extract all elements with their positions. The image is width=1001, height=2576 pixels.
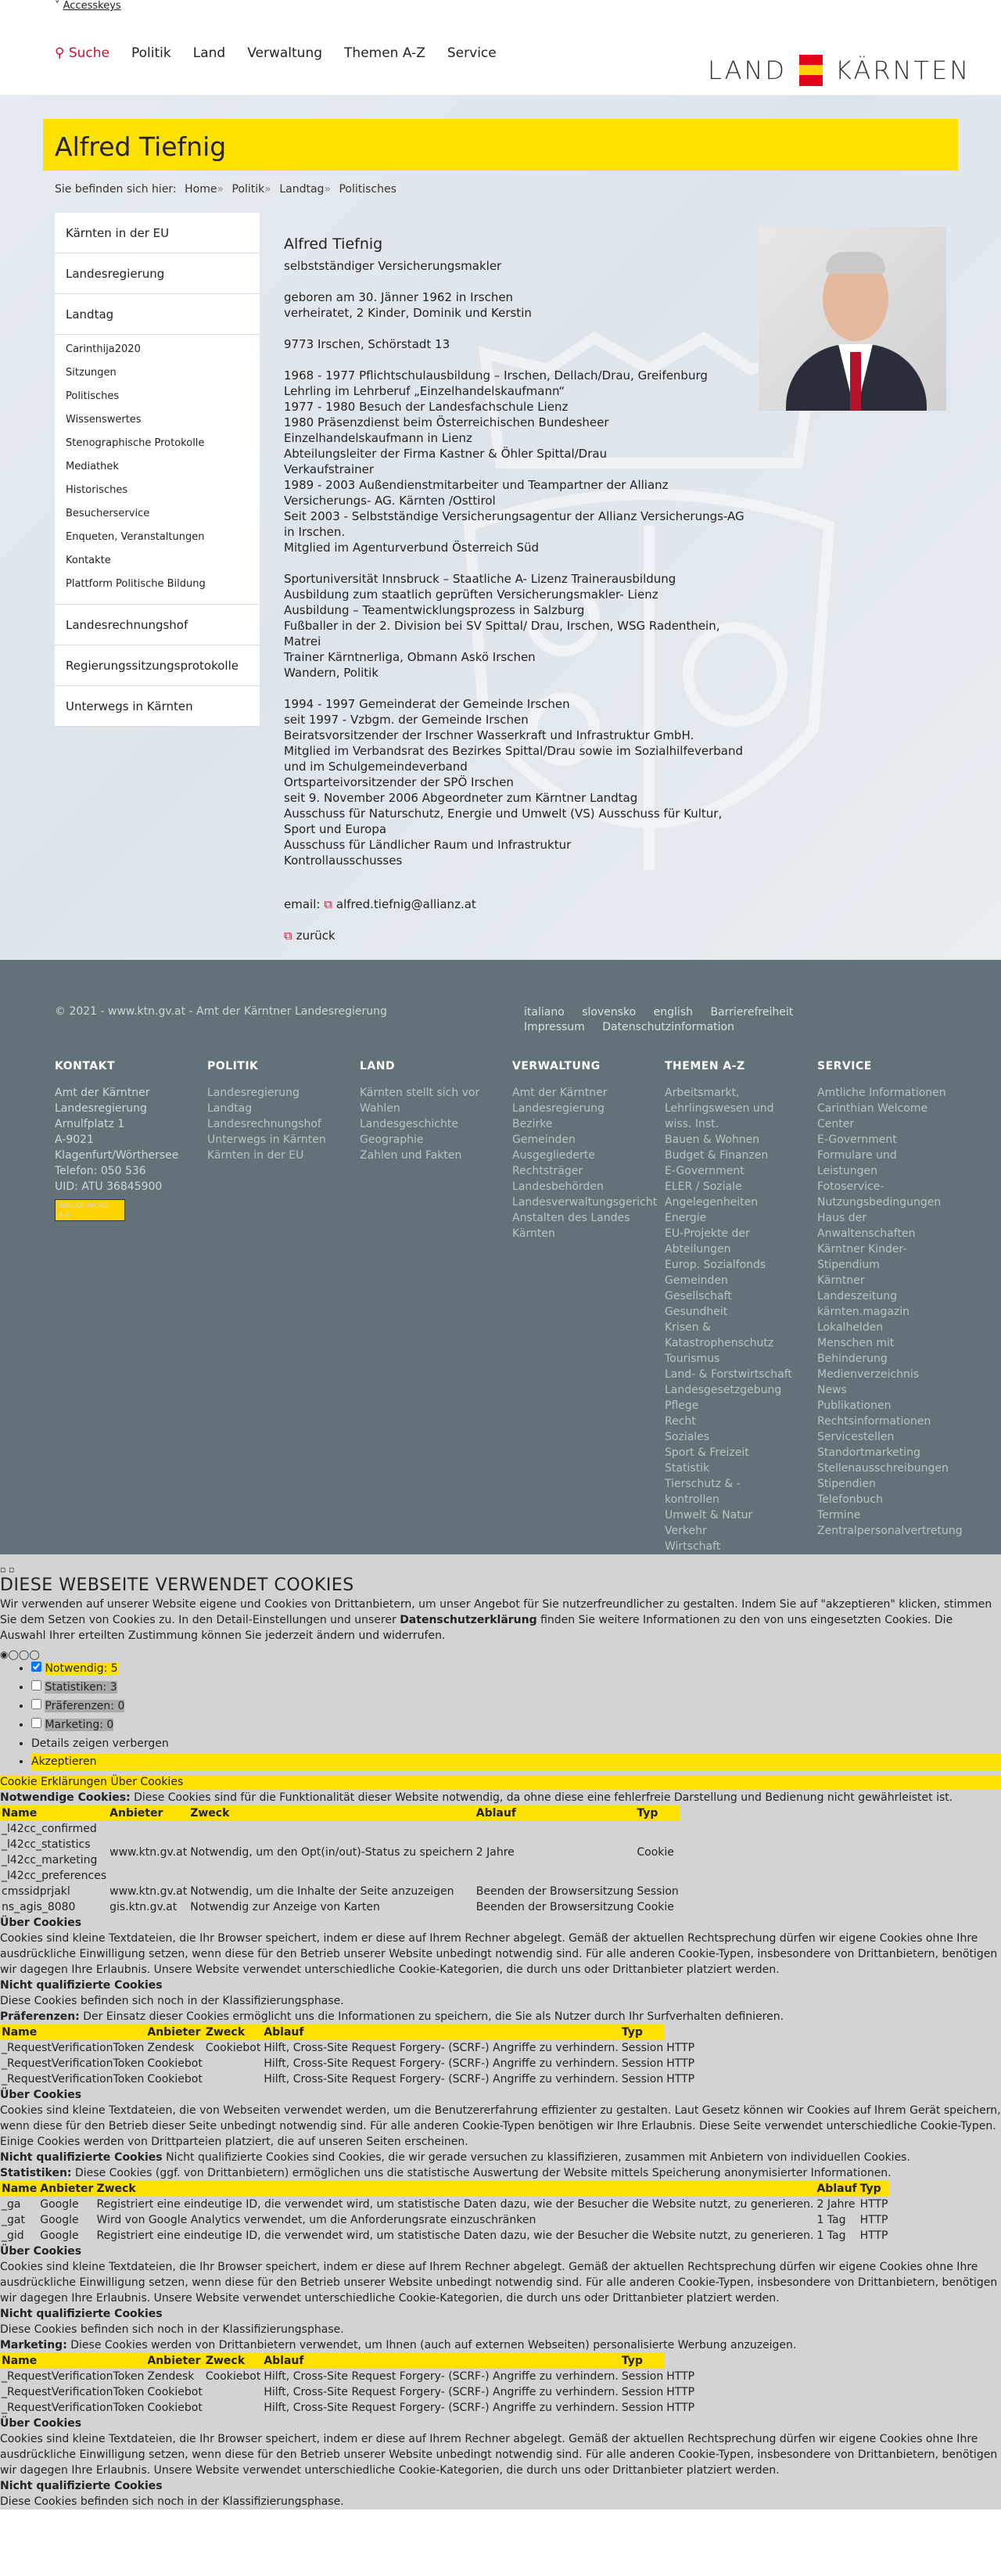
statistics-cookie-table xyxy=(0,2181,889,2244)
footer-politik-link[interactable]: Landesregierung xyxy=(207,1087,300,1099)
footer-themen-link[interactable]: Recht xyxy=(665,1415,696,1428)
footer-themen-link[interactable]: Pflege xyxy=(665,1399,699,1412)
footer-themen-link[interactable]: Landesgesetzgebung xyxy=(665,1384,782,1396)
footer-service-link[interactable]: E-Government xyxy=(817,1134,897,1146)
table-cell: _RequestVerificationToken xyxy=(2,2057,145,2070)
table-cell: Cookiebot xyxy=(147,2073,203,2086)
marketing-cookie-table xyxy=(0,2353,696,2416)
site-logo[interactable] xyxy=(708,55,971,86)
footer-verwaltung-link[interactable]: Kärnten xyxy=(512,1227,555,1240)
footer-service-link[interactable]: Leistungen xyxy=(817,1165,877,1177)
sidebar-sub-item[interactable]: Kontakte xyxy=(66,555,111,566)
table-cell: Hilft, Cross-Site Request Forgery- (SCRF-) Angriffe zu verhindern. xyxy=(264,2402,619,2414)
table-cell: Cookie xyxy=(637,1901,674,1913)
footer-service: SERVICE Amtliche Informationen Carinthian Welcome Center E-Government Formulare und Leistungen Fotoservice- Nutzungsbedingungen Haus der Anwaltenschaften Kärntner Kinder- Stipendium Kärntner Landeszeitung kärnten.magazin Lokalhelden Menschen mit Behinderung Medienverzeichnis News Publikationen Rechtsinformationen Servicestellen Standortmarketing Stellenausschreibungen Stipendien Telefonbuch Termine Zentralpersonalvertretung xyxy=(817,1060,963,1537)
footer-links xyxy=(524,1005,852,1035)
footer-themen-link[interactable]: Sport & Freizeit xyxy=(665,1446,749,1459)
footer-themen-link[interactable]: Umwelt & Natur xyxy=(665,1509,753,1522)
footer-service-link[interactable]: Formulare und xyxy=(817,1149,897,1162)
close-icon[interactable]: ▫ ▫ xyxy=(0,1565,15,1575)
footer-kontakt-line: Landesregierung xyxy=(55,1102,147,1115)
table-cell: HTTP xyxy=(666,2057,695,2070)
footer-themen-link[interactable]: Gesellschaft xyxy=(665,1290,732,1302)
breadcrumb-politik[interactable]: Politik xyxy=(231,183,265,196)
footer-themen-link[interactable]: Gemeinden xyxy=(665,1274,728,1287)
table-cell: Cookiebot xyxy=(205,2370,261,2383)
footer-service-link[interactable]: News xyxy=(817,1384,847,1396)
sidebar-item-landtag[interactable]: Landtag xyxy=(55,294,260,335)
page-title: Alfred Tiefnig xyxy=(43,119,958,171)
footer-link[interactable]: italiano xyxy=(524,1006,565,1019)
footer-link[interactable]: slovensko xyxy=(582,1006,637,1019)
table-cell: Google xyxy=(40,2214,79,2226)
table-header: Zweck xyxy=(95,2181,815,2197)
table-row xyxy=(0,1884,680,1899)
footer-politik-link[interactable]: Landesrechnungshof xyxy=(207,1118,321,1130)
footer-land: LAND Kärnten stellt sich vor Wahlen Landesgeschichte Geographie Zahlen und Fakten xyxy=(360,1058,500,1163)
table-header: Anbieter xyxy=(108,1805,188,1821)
sidebar-sub-item[interactable]: Politisches xyxy=(66,390,120,402)
sidebar-item-landesregierung[interactable]: Landesregierung xyxy=(55,253,260,294)
table-cell: Hilft, Cross-Site Request Forgery- (SCRF-) Angriffe zu verhindern. xyxy=(264,2370,619,2383)
table-cell: cmssidprjakl xyxy=(2,1885,70,1898)
footer-themen-link[interactable]: Gesundheit xyxy=(665,1306,728,1318)
person-address: 9773 Irschen, Schörstadt 13 xyxy=(284,337,450,351)
sidebar-sub-item[interactable]: Plattform Politische Bildung xyxy=(66,578,206,590)
sidebar xyxy=(55,213,260,727)
sidebar-sub-item[interactable]: Mediathek xyxy=(66,461,119,472)
table-cell: HTTP xyxy=(666,2042,695,2054)
footer-verwaltung-link[interactable]: Amt der Kärntner xyxy=(512,1087,608,1099)
cookie-options: • Notwendig: 5 • Statistiken: 3 • Präferenzen: 0 • Marketing: 0 • Details zeigen verbergen • Akzeptieren xyxy=(0,1659,1001,1770)
footer-themen-link[interactable]: Lehrlingswesen und xyxy=(665,1102,774,1115)
sidebar-sub-item[interactable]: Besucherservice xyxy=(66,508,150,519)
table-cell: HTTP xyxy=(859,2198,888,2211)
sidebar-submenu xyxy=(55,335,260,605)
footer-themen: THEMEN A-Z Arbeitsmarkt, Lehrlingswesen und wiss. Inst. Bauen & Wohnen Budget & Finanzen E-Government ELER / Soziale Angelegenheiten Energie EU-Projekte der Abteilungen Europ. Sozialfonds Gemeinden Gesellschaft Gesundheit Krisen & Katastrophenschutz Tourismus Land- & Forstwirtschaft Landesgesetzgebung Pflege Recht Soziales Sport & Freizeit Statistik Tierschutz & - kontrollen Umwelt & Natur Verkehr Wirtschaft xyxy=(665,1058,805,1554)
breadcrumb-landtag[interactable]: Landtag xyxy=(279,183,325,196)
table-cell: _gid xyxy=(2,2229,24,2242)
table-cell: Notwendig, um den Opt(in/out)-Status zu speichern xyxy=(190,1846,473,1859)
main-content-area xyxy=(0,95,1001,960)
table-cell: Hilft, Cross-Site Request Forgery- (SCRF-) Angriffe zu verhindern. xyxy=(264,2057,619,2070)
nav-service[interactable]: Service xyxy=(447,45,497,61)
footer-service-link[interactable]: Stipendium xyxy=(817,1259,880,1271)
footer-kontakt-line: Arnulfplatz 1 xyxy=(55,1118,125,1130)
footer-themen-link[interactable]: kontrollen xyxy=(665,1493,719,1506)
table-cell: _RequestVerificationToken xyxy=(2,2370,145,2383)
table-cell: Registriert eine eindeutige ID, die verwendet wird, um statistische Daten dazu, wie der Besucher die Website nutzt, zu generieren. xyxy=(96,2229,814,2242)
email-link[interactable]: ⧉ alfred.tiefnig@allianz.at xyxy=(324,897,476,911)
table-cell: Beenden der Browsersitzung xyxy=(475,1901,634,1913)
footer-service-link[interactable]: Nutzungsbedingungen xyxy=(817,1196,942,1209)
footer-service-link[interactable]: Anwaltenschaften xyxy=(817,1227,916,1240)
footer-themen-link[interactable]: EU-Projekte der xyxy=(665,1227,750,1240)
footer-verwaltung-link[interactable]: Landesregierung xyxy=(512,1102,605,1115)
breadcrumb: Sie befinden sich hier: Home» Politik» Landtag» Politisches xyxy=(55,183,396,196)
table-cell: www.ktn.gv.at xyxy=(109,1846,188,1859)
footer-land-link[interactable]: Kärnten stellt sich vor xyxy=(360,1087,480,1099)
table-header: Ablauf xyxy=(816,2183,857,2195)
footer-themen-link[interactable]: Tierschutz & - xyxy=(665,1478,741,1490)
table-row xyxy=(0,2369,696,2384)
footer-service-link[interactable]: Haus der xyxy=(817,1212,866,1224)
preference-cookie-table xyxy=(0,2025,696,2087)
footer-verwaltung-link[interactable]: Landesverwaltungsgericht xyxy=(512,1196,658,1209)
table-cell: _ga xyxy=(2,2198,21,2211)
footer-themen-link[interactable]: Soziales xyxy=(665,1431,710,1443)
footer-link[interactable]: Barrierefreiheit xyxy=(710,1006,794,1019)
footer-service-link[interactable]: Medienverzeichnis xyxy=(817,1368,920,1381)
site-header xyxy=(0,16,1001,95)
table-row xyxy=(0,2197,889,2212)
table-cell: Hilft, Cross-Site Request Forgery- (SCRF-) Angriffe zu verhindern. xyxy=(264,2073,619,2086)
breadcrumb-politisches[interactable]: Politisches xyxy=(339,183,396,196)
sidebar-item-eu[interactable]: Kärnten in der EU xyxy=(55,213,260,253)
table-row xyxy=(0,2384,696,2400)
table-cell: _RequestVerificationToken xyxy=(2,2402,145,2414)
footer-politik-link[interactable]: Landtag xyxy=(207,1102,253,1115)
copyright: © 2021 - www.ktn.gv.at - Amt der Kärntner Landesregierung xyxy=(55,1005,387,1018)
footer-kontakt: KONTAKT Amt der Kärntner Landesregierung Arnulfplatz 1 A-9021 Klagenfurt/Wörthersee Telefon: 050 536 UID: ATU 36845900 WAI-AA WCAG 2.0 xyxy=(55,1058,196,1222)
footer-service-link[interactable]: kärnten.magazin xyxy=(817,1306,910,1318)
sidebar-sub-item[interactable]: Stenographische Protokolle xyxy=(66,437,205,449)
table-header: Typ xyxy=(859,2181,890,2197)
footer-verwaltung-link[interactable]: Anstalten des Landes xyxy=(512,1212,630,1224)
search-icon: ⚲ xyxy=(55,45,65,61)
table-cell: Wird von Google Analytics verwendet, um die Anforderungsrate einzuschränken xyxy=(96,2214,536,2226)
footer-politik: POLITIK Landesregierung Landtag Landesrechnungshof Unterwegs in Kärnten Kärnten in der EU xyxy=(207,1058,348,1163)
table-cell xyxy=(204,2071,262,2087)
accept-button[interactable]: • Akzeptieren xyxy=(31,1753,1001,1770)
table-row xyxy=(0,2056,696,2071)
table-cell: Notwendig, um die Inhalte der Seite anzuzeigen xyxy=(190,1885,454,1898)
footer-kontakt-line: Amt der Kärntner xyxy=(55,1087,150,1099)
footer-service-link[interactable]: Servicestellen xyxy=(817,1431,895,1443)
table-cell xyxy=(204,2400,262,2416)
footer-link[interactable]: Impressum xyxy=(524,1021,585,1033)
footer-service-link[interactable]: Publikationen xyxy=(817,1399,892,1412)
table-header: Anbieter xyxy=(145,2025,203,2040)
table-cell: Zendesk xyxy=(147,2370,195,2383)
table-header: Name xyxy=(2,2183,38,2195)
table-cell: Registriert eine eindeutige ID, die verwendet wird, um statistische Daten dazu, wie der Besucher die Website nutzt, zu generieren. xyxy=(96,2198,814,2211)
cookie-tabs[interactable]: Cookie Erklärungen Über Cookies xyxy=(0,1775,1001,1790)
table-cell: Session xyxy=(621,2402,664,2414)
footer-themen-link[interactable]: Land- & Forstwirtschaft xyxy=(665,1368,792,1381)
portrait-photo xyxy=(759,227,946,411)
footer-service-link[interactable]: Carinthian Welcome xyxy=(817,1102,928,1115)
accesskeys-link[interactable]: ˅ Accesskeys xyxy=(55,0,121,12)
table-header: Ablauf xyxy=(262,2025,620,2040)
footer-service-link[interactable]: Kärntner xyxy=(817,1274,865,1287)
footer-service-link[interactable]: Amtliche Informationen xyxy=(817,1087,946,1099)
table-cell: Session xyxy=(637,1885,679,1898)
nav-land[interactable]: Land xyxy=(192,45,226,61)
nav-themen[interactable]: Themen A-Z xyxy=(344,45,425,61)
sidebar-item-unterwegs[interactable]: Unterwegs in Kärnten xyxy=(55,686,260,727)
details-toggle[interactable]: • Details zeigen verbergen xyxy=(31,1734,1001,1753)
footer-service-link[interactable]: Stellenausschreibungen xyxy=(817,1462,949,1475)
footer-service-link[interactable]: Lokalhelden xyxy=(817,1321,884,1334)
table-cell: Beenden der Browsersitzung xyxy=(475,1885,634,1898)
cookie-banner: ▫ ▫ DIESE WEBSEITE VERWENDET COOKIES Wir verwenden auf unserer Website eigene und Cookies von Drittanbietern, um unser Angebot für Sie nutzerfreundlicher zu gestalten. Indem Sie auf "akzeptieren" klicken, stimmen Sie dem Setzen von Cookies zu. In den Detail-Einstellungen und unserer Datenschutzerklärung finden Sie weitere Informationen zu den von uns eingesetzten Cookies. Die Auswahl Ihrer erteilten Zustimmung können Sie jederzeit ändern und widerrufen. ◉◯◯◯ • Notwendig: 5 • Statistiken: 3 • Präferenzen: 0 • Marketing: 0 • Details zeigen verbergen • Akzeptieren Cookie Erklärungen Über Cookies Notwendige Cookies: Diese Cookies sind für die Funktionalität dieser Website notwendig, da ohne diese eine fehlerfreie Darstellung und Bedienung nicht gewährleistet ist. Name Anbieter Zweck Ablauf Typ _l42cc_confirmed _l42cc_statistics _l42cc_marketing _l42cc_preferences www.ktn.gv.at Notwendig, um den Opt(in/out)-Status zu speichern 2 Jahre Cookie cmssidprjakl www.ktn.gv.at Notwendig, um die Inhalte der Seite anzuzeigen Beenden der Browsersitzung Session ns_agis_8080 gis.ktn.gv.at Notwendig zur Anzeige von Karten Beenden der Browsersitzung Cookie Über Cookies Cookies sind kleine Textdateien, die Ihr Browser speichert, indem er diese auf Ihrem Rechner abgelegt. Gemäß der aktuellen Rechtsprechung dürfen wir eigene Cookies ohne Ihre ausdrückliche Einwilligung setzen, wenn diese für den Betrieb unserer Website unbedingt notwendig sind. Für alle anderen Cookie-Typen, insbesondere von Drittanbietern, benötigen wir dagegen Ihre Erlaubnis. Unsere Website verwendet unterschiedliche Cookie-Kategorien, die durch uns oder Drittanbieter platziert werden. Nicht qualifizierte Cookies Diese Cookies befinden sich noch in der Klassifizierungsphase. Präferenzen: Der Einsatz dieser Cookies ermöglicht uns die Informationen zu speichern, die Sie als Nutzer durch Ihr Surfverhalten definieren. Name Anbieter Zweck Ablauf Typ _RequestVerificationToken Zendesk Cookiebot Hilft, Cross-Site Request Forgery- (SCRF-) Angriffe zu verhindern. Session HTTP _RequestVerificationToken Cookiebot Hilft, Cross-Site Request Forgery- (SCRF-) Angriffe zu verhindern. Session HTTP _RequestVerificationToken Cookiebot Hilft, Cross-Site Request Forgery- (SCRF-) Angriffe zu verhindern. Session HTTP Über Cookies Cookies sind kleine Textdateien, die von Webseiten verwendet werden, um die Benutzererfahrung effizienter zu gestalten. Laut Gesetz können wir Cookies auf Ihrem Gerät speichern, wenn diese für den Betrieb dieser Seite unbedingt notwendig sind. Für alle anderen Cookie-Typen benötigen wir Ihre Erlaubnis. Diese Seite verwendet unterschiedliche Cookie-Typen. Einige Cookies werden von Drittparteien platziert, die auf unseren Seiten erscheinen. Nicht qualifizierte Cookies Nicht qualifizierte Cookies sind Cookies, die wir gerade versuchen zu klassifizieren, zusammen mit Anbietern von individuellen Cookies. Statistiken: Diese Cookies (ggf. von Drittanbietern) ermöglichen uns die statistische Auswertung der Website mittels Speicherung anonymisierter Informationen. Name Anbieter Zweck Ablauf Typ _ga Google Registriert eine eindeutige ID, die verwendet wird, um statistische Daten dazu, wie der Besucher die Website nutzt, zu generieren. 2 Jahre HTTP _gat Google Wird von Google Analytics verwendet, um die Anforderungsrate einzuschränken 1 Tag HTTP _gid Google Registriert eine eindeutige ID, die verwendet wird, um statistische Daten dazu, wie der Besucher die Website nutzt, zu generieren. 1 Tag HTTP Über Cookies Cookies sind kleine Textdateien, die Ihr Browser speichert, indem er diese auf Ihrem Rechner abgelegt. Gemäß der aktuellen Rechtsprechung dürfen wir eigene Cookies ohne Ihre ausdrückliche Einwilligung setzen, wenn diese für den Betrieb unserer Website unbedingt notwendig sind. Für alle anderen Cookie-Typen, insbesondere von Drittanbietern, benötigen wir dagegen Ihre Erlaubnis. Unsere Website verwendet unterschiedliche Cookie-Kategorien, die durch uns oder Drittanbieter platziert werden. Nicht qualifizierte Cookies Diese Cookies befinden sich noch in der Klassifizierungsphase. Marketing: Diese Cookies werden von Drittanbietern verwendet, um Ihnen (auch auf externen Webseiten) personalisierte Werbung anzuzeigen. Name Anbieter Zweck Ablauf Typ _RequestVerificationToken Zendesk Cookiebot Hilft, Cross-Site Request Forgery- (SCRF-) Angriffe zu verhindern. Session HTTP _RequestVerificationToken Cookiebot Hilft, Cross-Site Request Forgery- (SCRF-) Angriffe zu verhindern. Session HTTP _RequestVerificationToken Cookiebot Hilft, Cross-Site Request Forgery- (SCRF-) Angriffe zu verhindern. Session HTTP Über Cookies Cookies sind kleine Textdateien, die Ihr Browser speichert, indem er diese auf Ihrem Rechner abgelegt. Gemäß der aktuellen Rechtsprechung dürfen wir eigene Cookies ohne Ihre ausdrückliche Einwilligung setzen, wenn diese für den Betrieb unserer Website unbedingt notwendig sind. Für alle anderen Cookie-Typen, insbesondere von Drittanbietern, benötigen wir dagegen Ihre Erlaubnis. Unsere Website verwendet unterschiedliche Cookie-Kategorien, die durch uns oder Drittanbieter platziert werden. Nicht qualifizierte Cookies Diese Cookies befinden sich noch in der Klassifizierungsphase. xyxy=(0,1554,1001,2510)
table-cell: Cookiebot xyxy=(205,2042,261,2054)
footer-politik-link[interactable]: Kärnten in der EU xyxy=(207,1149,304,1162)
table-header: Ablauf xyxy=(475,1805,636,1821)
footer-service-link[interactable]: Fotoservice- xyxy=(817,1180,884,1193)
site-footer xyxy=(0,960,1001,1554)
table-header: Zweck xyxy=(204,2025,262,2040)
table-cell: Cookiebot xyxy=(147,2402,203,2414)
table-cell: 1 Tag xyxy=(816,2229,846,2242)
table-cell: HTTP xyxy=(666,2386,695,2398)
table-header: Anbieter xyxy=(145,2353,203,2369)
sidebar-sub-item[interactable]: Wissenswertes xyxy=(66,414,142,426)
sidebar-sub-item[interactable]: Enqueten, Veranstaltungen xyxy=(66,531,205,543)
nav-verwaltung[interactable]: Verwaltung xyxy=(247,45,323,61)
sidebar-sub-item[interactable]: Historisches xyxy=(66,484,128,496)
table-cell: Session xyxy=(621,2386,664,2398)
table-header: Name xyxy=(0,2025,145,2040)
breadcrumb-home[interactable]: Home xyxy=(185,183,217,196)
external-link-icon: ⧉ xyxy=(324,897,332,911)
footer-themen-link[interactable]: E-Government xyxy=(665,1165,744,1177)
table-header: Typ xyxy=(620,2025,665,2040)
table-cell: _l42cc_confirmed _l42cc_statistics _l42cc_marketing _l42cc_preferences xyxy=(2,1823,107,1882)
footer-themen-link[interactable]: ELER / Soziale xyxy=(665,1180,742,1193)
footer-service-link[interactable]: Stipendien xyxy=(817,1478,876,1490)
table-cell: _RequestVerificationToken xyxy=(2,2042,145,2054)
main-nav xyxy=(55,45,497,61)
footer-link[interactable]: Datenschutzinformation xyxy=(602,1021,734,1033)
table-header: Name xyxy=(0,2353,145,2369)
table-cell: ns_agis_8080 xyxy=(2,1901,76,1913)
table-cell: 2 Jahre xyxy=(816,2198,856,2211)
table-cell: HTTP xyxy=(859,2229,888,2242)
table-header: Zweck xyxy=(188,1805,475,1821)
footer-service-link[interactable]: Menschen mit xyxy=(817,1337,895,1349)
table-cell: Notwendig zur Anzeige von Karten xyxy=(190,1901,380,1913)
checkbox-statistiken[interactable] xyxy=(31,1680,41,1690)
footer-themen-link[interactable]: Bauen & Wohnen xyxy=(665,1134,760,1146)
footer-service-link[interactable]: Center xyxy=(817,1118,855,1130)
table-cell: Cookiebot xyxy=(147,2057,203,2070)
nav-politik[interactable]: Politik xyxy=(131,45,171,61)
table-cell: Session xyxy=(621,2042,664,2054)
table-row xyxy=(0,2071,696,2087)
footer-land-link[interactable]: Zahlen und Fakten xyxy=(360,1149,462,1162)
footer-verwaltung: VERWALTUNG Amt der Kärntner Landesregierung Bezirke Gemeinden Ausgegliederte Rechtsträger Landesbehörden Landesverwaltungsgericht Anstalten des Landes Kärnten xyxy=(512,1060,658,1240)
footer-service-link[interactable]: Termine xyxy=(817,1509,861,1522)
footer-service-link[interactable]: Telefonbuch xyxy=(817,1493,883,1506)
table-row xyxy=(0,1821,680,1884)
footer-service-link[interactable]: Standortmarketing xyxy=(817,1446,920,1459)
table-cell: Session xyxy=(621,2073,664,2086)
footer-themen-link[interactable]: wiss. Inst. xyxy=(665,1118,719,1130)
table-cell: Google xyxy=(40,2229,79,2242)
table-cell: _gat xyxy=(2,2214,25,2226)
cookie-heading: DIESE WEBSEITE VERWENDET COOKIES xyxy=(0,1578,1001,1597)
person-name: Alfred Tiefnig xyxy=(284,235,383,253)
nav-search[interactable]: ⚲ Suche xyxy=(55,45,110,61)
footer-verwaltung-link[interactable]: Landesbehörden xyxy=(512,1180,604,1193)
footer-verwaltung-link[interactable]: Bezirke xyxy=(512,1118,553,1130)
footer-kontakt-line: UID: ATU 36845900 xyxy=(55,1180,163,1193)
footer-service-link[interactable]: Zentralpersonalvertretung xyxy=(817,1525,963,1537)
footer-themen-link[interactable]: Energie xyxy=(665,1212,707,1224)
footer-service-link[interactable]: Kärntner Kinder- xyxy=(817,1243,907,1256)
logo-text-right: KÄRNTEN xyxy=(835,56,971,85)
footer-land-link[interactable]: Landesgeschichte xyxy=(360,1118,458,1130)
table-cell: 2 Jahre xyxy=(475,1846,515,1859)
external-link-icon: ⧉ xyxy=(284,929,292,943)
table-row xyxy=(0,2400,696,2416)
wai-aa-badge: WAI-AA WCAG 2.0 xyxy=(55,1199,125,1221)
footer-link[interactable]: english xyxy=(653,1006,693,1019)
checkbox-praeferenzen[interactable] xyxy=(31,1699,41,1709)
table-cell: 1 Tag xyxy=(816,2214,846,2226)
table-header: Ablauf xyxy=(262,2353,620,2369)
table-cell: Hilft, Cross-Site Request Forgery- (SCRF-) Angriffe zu verhindern. xyxy=(264,2386,619,2398)
footer-themen-link[interactable]: Angelegenheiten xyxy=(665,1196,759,1209)
table-cell: HTTP xyxy=(666,2370,695,2383)
cookie-intro: Wir verwenden auf unserer Website eigene und Cookies von Drittanbietern, um unser Angebot für Sie nutzerfreundlicher zu gestalten. Indem Sie auf "akzeptieren" klicken, stimmen Sie dem Setzen von Cookies zu. In den Detail-Einstellungen und unserer Datenschutzerklärung finden Sie weitere Informationen zu den von uns eingesetzten Cookies. Die Auswahl Ihrer erteilten Zustimmung können Sie jederzeit ändern und widerrufen. xyxy=(0,1598,992,1642)
footer-kontakt-line: Telefon: 050 536 xyxy=(55,1165,146,1177)
table-cell: Hilft, Cross-Site Request Forgery- (SCRF-) Angriffe zu verhindern. xyxy=(264,2042,619,2054)
footer-verwaltung-link[interactable]: Rechtsträger xyxy=(512,1165,583,1177)
sidebar-sub-item[interactable]: Carinthija2020 xyxy=(66,343,141,355)
person-profile: Alfred Tiefnig selbstständiger Versicherungsmakler geboren am 30. Jänner 1962 in Irschen verheiratet, 2 Kinder, Dominik und Kerstin 9773 Irschen, Schörstadt 13 1968 - 1977 Pflichtschulausbildung – Irschen, Dellach/Drau, Greifenburg Lehrling im Lehrberuf „Einzelhandelskaufmann“ 1977 - 1980 Besuch der Landesfachschule Lienz 1980 Präsenzdienst beim Österreichischen Bundesheer Einzelhandelskaufmann in Lienz Abteilungsleiter der Firma Kastner & Öhler Spittal/Drau Verkaufstrainer 1989 - 2003 Außendienstmitarbeiter und Teampartner der Allianz Versicherungs- AG. Kärnten /Osttirol Seit 2003 - Selbstständige Versicherungsagentur der Allianz Versicherungs-AG in Irschen. Mitglied im Agenturverbund Österreich Süd Sportuniversität Innsbruck – Staatliche A- Lizenz Trainerausbildung Ausbildung zum staatlich geprüften Versicherungsmakler- Lienz Ausbildung – Teamentwicklungsprozess in Salzburg Fußballer in der 2. Division bei SV Spittal/ Drau, Irschen, WSG Radenthein, Matrei Trainer Kärntnerliga, Obmann Askö Irschen Wandern, Politik 1994 - 1997 Gemeinderat der Gemeinde Irschen seit 1997 - Vzbgm. der Gemeinde Irschen Beiratsvorsitzender der Irschner Wasserkraft und Infrastruktur GmbH. Mitglied im Verbandsrat des Bezirkes Spittal/Drau sowie im Sozialhilfeverband und im Schulgemeindeverband Ortsparteivorsitzender der SPÖ Irschen seit 9. November 2006 Abgeordneter zum Kärntner Landtag Ausschuss für Naturschutz, Energie und Umwelt (VS) Ausschuss für Kultur, Sport und Europa Ausschuss für Ländlicher Raum und Infrastruktur Kontrollausschusses email: ⧉ alfred.tiefnig@allianz.at ⧉ zurück xyxy=(284,236,753,959)
footer-verwaltung-link[interactable]: Gemeinden xyxy=(512,1134,576,1146)
table-cell: HTTP xyxy=(859,2214,888,2226)
table-header: Typ xyxy=(635,1805,680,1821)
table-cell: Session xyxy=(621,2370,664,2383)
footer-themen-link[interactable]: Abteilungen xyxy=(665,1243,731,1256)
person-sport: Sportuniversität Innsbruck – Staatliche A- Lizenz Trainerausbildung Ausbildung zum staatlich geprüften Versicherungsmakler- Lienz Ausbildung – Teamentwicklungsprozess in Salzburg Fußballer in der 2. Division bei SV Spittal/ Drau, Irschen, WSG Radenthein, Matrei Trainer Kärntnerliga, Obmann Askö Irschen Wandern, Politik xyxy=(284,572,720,680)
table-cell: _RequestVerificationToken xyxy=(2,2386,145,2398)
footer-themen-link[interactable]: Tourismus xyxy=(665,1353,720,1365)
table-cell: Cookiebot xyxy=(147,2386,203,2398)
footer-themen-link[interactable]: Budget & Finanzen xyxy=(665,1149,769,1162)
footer-kontakt-line: Klagenfurt/Wörthersee xyxy=(55,1149,179,1162)
footer-themen-link[interactable]: Arbeitsmarkt, xyxy=(665,1087,740,1099)
footer-land-link[interactable]: Wahlen xyxy=(360,1102,400,1115)
table-cell: www.ktn.gv.at xyxy=(109,1885,188,1898)
table-cell: Cookie xyxy=(637,1846,674,1859)
table-cell: Zendesk xyxy=(147,2042,195,2054)
radio-group[interactable]: ◉◯◯◯ xyxy=(0,1649,40,1660)
footer-themen-link[interactable]: Verkehr xyxy=(665,1525,707,1537)
table-cell: Google xyxy=(40,2198,79,2211)
coat-flag-icon xyxy=(799,55,823,86)
person-job: selbstständiger Versicherungsmakler xyxy=(284,259,502,273)
footer-service-link[interactable]: Rechtsinformationen xyxy=(817,1415,931,1428)
footer-themen-link[interactable]: Wirtschaft xyxy=(665,1540,721,1553)
footer-themen-link[interactable]: Europ. Sozialfonds xyxy=(665,1259,766,1271)
footer-themen-link[interactable]: Statistik xyxy=(665,1462,710,1475)
logo-text-left: LAND xyxy=(708,56,788,85)
privacy-link[interactable]: Datenschutzerklärung xyxy=(400,1614,537,1626)
table-cell: HTTP xyxy=(666,2073,695,2086)
table-header: Typ xyxy=(620,2353,665,2369)
sidebar-item-regierungsprotokolle[interactable]: Regierungssitzungsprotokolle xyxy=(55,645,260,686)
table-cell xyxy=(204,2384,262,2400)
checkbox-marketing[interactable] xyxy=(31,1718,41,1728)
footer-themen-link[interactable]: Krisen & xyxy=(665,1321,711,1334)
footer-kontakt-line: A-9021 xyxy=(55,1134,94,1146)
person-family: verheiratet, 2 Kinder, Dominik und Kerstin xyxy=(284,306,532,320)
table-row xyxy=(0,2040,696,2056)
table-header: Zweck xyxy=(204,2353,262,2369)
table-cell: _RequestVerificationToken xyxy=(2,2073,145,2086)
footer-themen-link[interactable]: Katastrophenschutz xyxy=(665,1337,774,1349)
checkbox-notwendig[interactable] xyxy=(31,1662,41,1672)
footer-land-link[interactable]: Geographie xyxy=(360,1134,424,1146)
table-row xyxy=(0,2212,889,2228)
table-row xyxy=(0,2228,889,2244)
table-header: Name xyxy=(0,1805,108,1821)
footer-service-link[interactable]: Behinderung xyxy=(817,1353,888,1365)
back-link[interactable]: ⧉ zurück xyxy=(284,929,335,943)
necessary-cookie-table xyxy=(0,1805,680,1915)
table-row xyxy=(0,1899,680,1915)
sidebar-item-landesrechnungshof[interactable]: Landesrechnungshof xyxy=(55,605,260,645)
table-cell xyxy=(204,2056,262,2071)
table-cell: Session xyxy=(621,2057,664,2070)
footer-service-link[interactable]: Landeszeitung xyxy=(817,1290,898,1302)
table-header: Anbieter xyxy=(40,2183,94,2195)
person-career: 1968 - 1977 Pflichtschulausbildung – Irschen, Dellach/Drau, Greifenburg Lehrling im Lehrberuf „Einzelhandelskaufmann“ 1977 - 1980 Besuch der Landesfachschule Lienz 1980 Präsenzdienst beim Österreichischen Bundesheer Einzelhandelskaufmann in Lienz Abteilungsleiter der Firma Kastner & Öhler Spittal/Drau Verkaufstrainer 1989 - 2003 Außendienstmitarbeiter und Teampartner der Allianz Versicherungs- AG. Kärnten /Osttirol Seit 2003 - Selbstständige Versicherungsagentur der Allianz Versicherungs-AG in Irschen. Mitglied im Agenturverbund Österreich Süd xyxy=(284,368,744,555)
person-born: geboren am 30. Jänner 1962 in Irschen xyxy=(284,290,514,304)
table-cell: gis.ktn.gv.at xyxy=(109,1901,178,1913)
person-politics: 1994 - 1997 Gemeinderat der Gemeinde Irschen seit 1997 - Vzbgm. der Gemeinde Irschen Beiratsvorsitzender der Irschner Wasserkraft und Infrastruktur GmbH. Mitglied im Verbandsrat des Bezirkes Spittal/Drau sowie im Sozialhilfeverband und im Schulgemeindeverband Ortsparteivorsitzender der SPÖ Irschen seit 9. November 2006 Abgeordneter zum Kärntner Landtag Ausschuss für Naturschutz, Energie und Umwelt (VS) Ausschuss für Kultur, Sport und Europa Ausschuss für Ländlicher Raum und Infrastruktur Kontrollausschusses xyxy=(284,697,743,868)
footer-politik-link[interactable]: Unterwegs in Kärnten xyxy=(207,1134,326,1146)
table-cell: HTTP xyxy=(666,2402,695,2414)
sidebar-sub-item[interactable]: Sitzungen xyxy=(66,367,117,379)
footer-verwaltung-link[interactable]: Ausgegliederte xyxy=(512,1149,595,1162)
